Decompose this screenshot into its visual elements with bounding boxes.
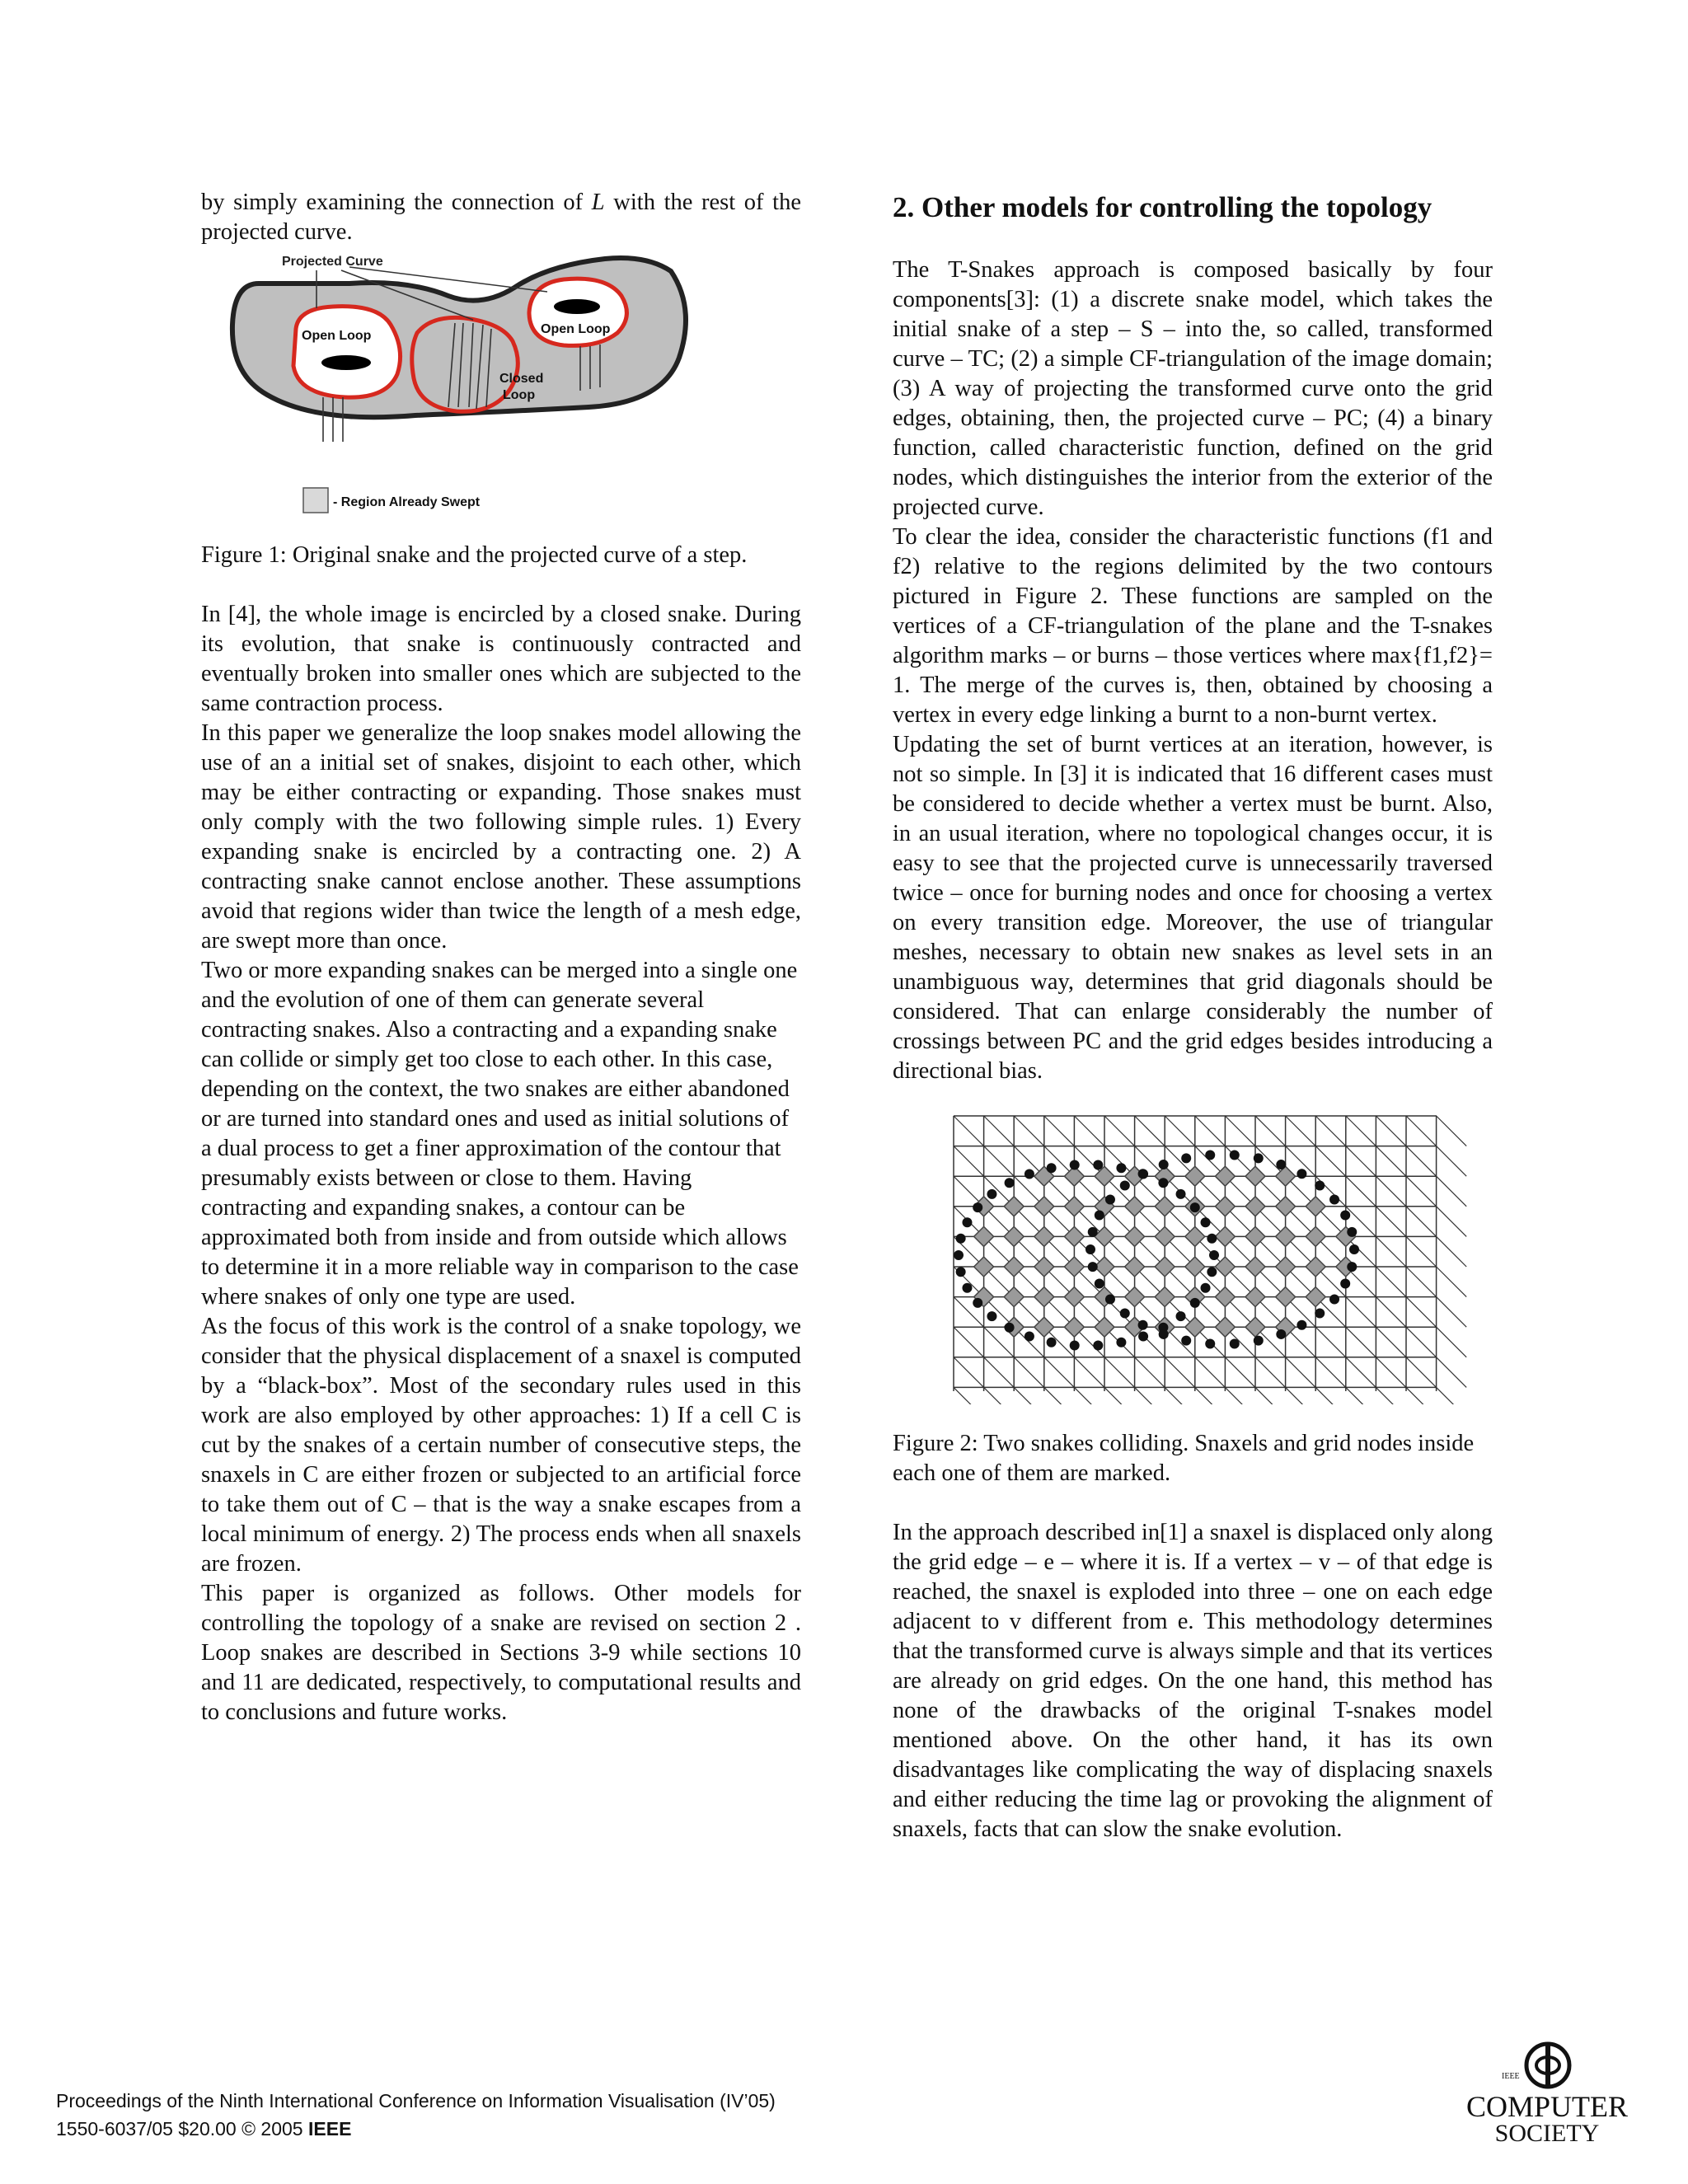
snaxel (1159, 1329, 1169, 1339)
logo-society: SOCIETY (1494, 2120, 1600, 2147)
snaxel (1025, 1331, 1034, 1341)
paragraph: Two or more expanding snakes can be merged into a single one and the evolution of one of them can generate several contracting snakes. Also a contracting and a expanding snake can collide or simply get too close to each other. In this case, depending on the context, the two snakes are either abandoned or are turned into standard ones and used as initial solutions of a dual process to get a finer approximation of the contour that presumably exists between or close to them. Having contracting and expanding snakes, a contour can be approximated both from inside and from outside which allows to determine it in a more reliable way in comparison to the case where snakes of only one type are used. (201, 958, 799, 1310)
snaxel (1205, 1150, 1215, 1160)
hole-left (321, 355, 371, 370)
figure-1-caption: Figure 1: Original snake and the projected curve of a step. (201, 542, 748, 568)
snaxel (1070, 1160, 1080, 1169)
snaxel (1047, 1163, 1057, 1173)
snaxel (1254, 1336, 1264, 1346)
snaxel (1190, 1298, 1200, 1308)
label-open-loop-1: Open Loop (302, 329, 372, 343)
snaxel (962, 1217, 972, 1227)
snaxel (1296, 1320, 1306, 1330)
snaxel (1138, 1320, 1148, 1330)
snaxel (1207, 1234, 1217, 1244)
snaxel (1095, 1279, 1104, 1289)
snaxel (1207, 1267, 1217, 1277)
snaxel (954, 1250, 964, 1260)
footer-ieee: IEEE (308, 2118, 352, 2139)
section-heading: 2. Other models for controlling the topology (893, 191, 1432, 223)
snaxel (1276, 1329, 1286, 1339)
snaxel (1181, 1153, 1191, 1163)
snaxel (1347, 1262, 1357, 1272)
logo-computer: COMPUTER (1465, 2090, 1629, 2123)
snaxel (1138, 1169, 1148, 1179)
snaxel (1230, 1339, 1240, 1349)
snaxel (1230, 1150, 1240, 1160)
snaxel (1105, 1295, 1115, 1305)
snaxel (1254, 1153, 1264, 1163)
snaxel (1176, 1189, 1186, 1199)
snaxel (956, 1234, 966, 1244)
label-open-loop-2: Open Loop (541, 322, 611, 336)
paragraph: Updating the set of burnt vertices at an iteration, however, is not so simple. In [3] it is indicated that 16 different cases must be considered to decide whether a vertex must be burnt. Also, in an usual iteration, where no topological changes occur, it is easy to see that the projected curve is unnecessarily traversed twice – once for burning nodes and once for choosing a vertex on every transition edge. Moreover, the use of triangular meshes, necessary to obtain new snakes as level sets in an unambiguous way, determines that grid diagonals should be considered. That can enlarge considerably the number of crossings between PC and the grid edges besides introducing a directional bias. (893, 732, 1493, 1084)
paragraph: In [4], the whole image is encircled by a closed snake. During its evolution, that snake is continuously contracted and eventually broken into smaller ones which are subjected to the same contraction process. (201, 602, 801, 716)
snaxel (1105, 1194, 1115, 1204)
footer-proceedings: Proceedings of the Ninth International Conference on Information Visualisation (IV’05) (56, 2090, 776, 2111)
footer-issn (56, 2115, 776, 2143)
snaxel (1159, 1160, 1169, 1169)
right-column (893, 188, 1493, 1844)
snaxel (1116, 1338, 1126, 1347)
legend-text: - Region Already Swept (333, 495, 481, 509)
snaxel (1120, 1181, 1130, 1191)
figure-2-caption: Figure 2: Two snakes colliding. Snaxels and grid nodes inside each one of them are marked. (893, 1431, 1475, 1486)
snaxel (1176, 1311, 1186, 1321)
snaxel (973, 1202, 982, 1212)
hole-right (554, 299, 600, 314)
snaxel (1181, 1336, 1191, 1346)
snaxel (1209, 1250, 1219, 1260)
snaxel (1093, 1341, 1103, 1351)
snaxel (1088, 1227, 1098, 1237)
snaxel (1070, 1341, 1080, 1351)
snaxel (1093, 1160, 1103, 1169)
snaxel (962, 1283, 972, 1293)
snaxel (1085, 1244, 1095, 1254)
paragraph: In this paper we generalize the loop snakes model allowing the use of an a initial set of snakes, disjoint to each other, which may be either contracting or expanding. Those snakes must only comply with the two following simple rules. 1) Every expanding snake is encircled by a contracting one. 2) A contracting snake cannot enclose another. These assumptions avoid that regions wider than twice the length of a mesh edge, are swept more than once. (201, 720, 801, 954)
snaxel (1138, 1331, 1148, 1341)
snaxel (1276, 1160, 1286, 1169)
snaxel (1296, 1169, 1306, 1179)
snaxel (1116, 1163, 1126, 1173)
snaxel (1047, 1338, 1057, 1347)
open-loop-left (293, 307, 401, 397)
figure-1 (201, 251, 801, 529)
snaxel (987, 1311, 996, 1321)
paragraph: The T-Snakes approach is composed basically by four components[3]: (1) a discrete snake model, which takes the initial snake of a step – S – into the, so called, transformed curve – TC; (2) a simple CF-triangulation of the image domain; (3) A way of projecting the transformed curve onto the grid edges, obtaining, then, the projected curve – PC; (4) a binary function, called characteristic function, defined on the grid nodes, which distinguishes the interior from the exterior of the projected curve. (893, 257, 1493, 520)
snaxel (956, 1267, 966, 1277)
snaxel (1120, 1308, 1130, 1318)
left-column (201, 188, 801, 1727)
snaxel (1315, 1308, 1325, 1318)
snaxel (1329, 1295, 1339, 1305)
figure-2 (893, 1111, 1493, 1404)
paragraph: In the approach described in[1] a snaxel is displaced only along the grid edge – e – where it is. If a vertex – v – of that edge is reached, the snaxel is exploded into three – one on each edge adjacent to v different from e. This methodology determines that the transformed curve is always simple and that its vertices are already on grid edges. On the one hand, this method has none of the drawbacks of the original T-snakes model mentioned above. On the other hand, it has its own disadvantages like complicating the way of displacing snaxels and either reducing the time lag or provoking the alignment of snaxels, facts that can slow the snake evolution. (893, 1520, 1493, 1842)
snaxel (1095, 1210, 1104, 1220)
intro-paragraph: by simply examining the connection of L with the rest of the projected curve. (201, 190, 801, 245)
footer-price: 1550-6037/05 $20.00 © 2005 (56, 2118, 308, 2139)
snaxel (1201, 1217, 1211, 1227)
logo-ieee: IEEE (1502, 2072, 1520, 2081)
snaxel (1205, 1339, 1215, 1349)
snaxel (1329, 1194, 1339, 1204)
snaxel (1025, 1169, 1034, 1179)
footer (56, 2087, 776, 2143)
snaxel (1201, 1283, 1211, 1293)
snaxel (973, 1298, 982, 1308)
paragraph: This paper is organized as follows. Other models for controlling the topology of a snake are revised on section 2 . Loop snakes are described in Sections 3-9 while sections 10 and 11 are dedicated, respectively, to computational results and to conclusions and future works. (201, 1581, 801, 1725)
label-closed: Closed (499, 372, 544, 386)
snaxel (1005, 1323, 1015, 1333)
paragraph: To clear the idea, consider the characteristic functions (f1 and f2) relative to the regions delimited by the two contours pictured in Figure 2. These functions are sampled on the vertices of a CF-triangulation of the plane and the T-snakes algorithm marks – or burns – those vertices where max{f1,f2}= 1. The merge of the curves is, then, obtained by choosing a vertex in every edge linking a burnt to a non-burnt vertex. (893, 524, 1493, 728)
snaxel (1005, 1178, 1015, 1188)
legend-swatch (303, 488, 328, 513)
snaxel (1315, 1181, 1325, 1191)
snaxel (1190, 1202, 1200, 1212)
snaxel (1349, 1244, 1359, 1254)
snaxel (1340, 1279, 1350, 1289)
computer-society-logo (1459, 2041, 1636, 2148)
snaxel (1088, 1262, 1098, 1272)
label-projected-curve: Projected Curve (282, 255, 383, 269)
snaxel (1340, 1210, 1350, 1220)
label-loop: Loop (503, 388, 536, 402)
paragraph: As the focus of this work is the control of a snake topology, we consider that the physical displacement of a snaxel is computed by a “black-box”. Most of the secondary rules used in this work are also employed by other approaches: 1) If a cell C is cut by the snakes of a certain number of consecutive steps, the snaxels in C are either frozen or subjected to an artificial force to take them out of C – that is the way a snake escapes from a local minimum of energy. 2) The process ends when all snaxels are frozen. (201, 1314, 801, 1577)
snaxel (1347, 1227, 1357, 1237)
snaxel (987, 1189, 996, 1199)
snaxel (1158, 1178, 1168, 1188)
